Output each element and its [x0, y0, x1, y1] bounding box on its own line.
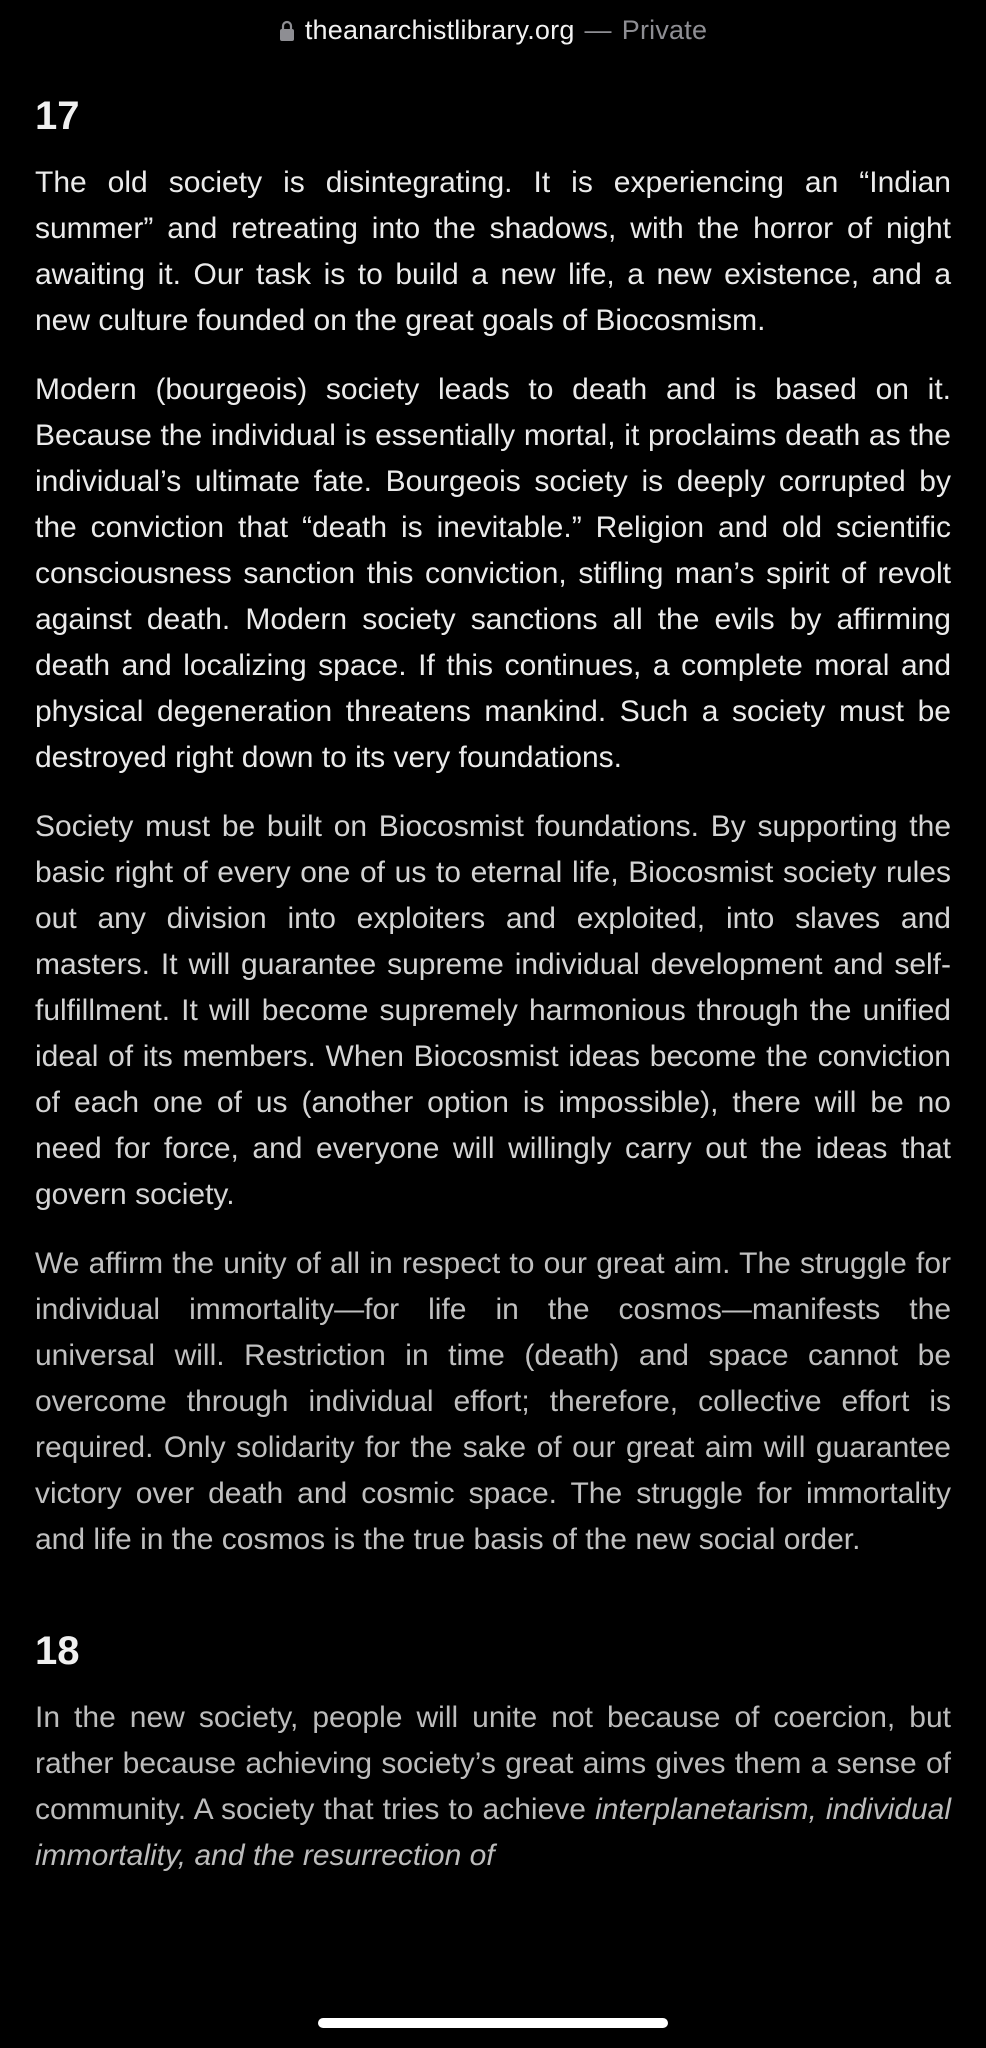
section-heading: 18	[35, 1629, 80, 1673]
paragraph-text-continued: interplanetarism, individual immortality, and the resurrection of	[35, 1793, 952, 1872]
paragraph: Society must be built on Biocosmist foundations. By supporting the basic right of every one of us to eternal life, Biocosmist society rules out any division into exploiters and exploited, into slaves and masters. It will guarantee supreme individual development and self-fulfillment. It will become supremely harmonious through the unified ideal of its members. When Biocosmist ideas become the conviction of each one of us (another option is impossible), there will be no need for force, and everyone will willingly carry out the ideas that govern society.	[35, 810, 951, 1211]
paragraph: We affirm the unity of all in respect to our great aim. The struggle for individual immortality—for life in the cosmos—manifests the universal will. Restriction in time (death) and space cannot be overcome through individual effort; therefore, collective effort is required. Only solidarity for the sake of our great aim will guarantee victory over death and cosmic space. The struggle for immortality and life in the cosmos is the true basis of the new social order.	[35, 1247, 951, 1556]
section-18	[35, 1625, 951, 1879]
private-mode-label: Private	[621, 14, 708, 45]
paragraph: Modern (bourgeois) society leads to death and is based on it. Because the individual is essentially mortal, it proclaims death as the individual’s ultimate fate. Bourgeois society is deeply corrupted by the conviction that “death is inevitable.” Religion and old scientific consciousness sanction this conviction, stifling man’s spirit of revolt against death. Modern society sanctions all the evils by affirming death and localizing space. If this continues, a complete moral and physical degeneration threatens mankind. Such a society must be destroyed right down to its very foundations.	[35, 373, 951, 774]
paragraph	[35, 1695, 951, 1879]
section-heading: 17	[35, 94, 80, 138]
section-17	[35, 90, 951, 1563]
url-domain: theanarchistlibrary.org	[304, 14, 575, 45]
article-content	[35, 80, 951, 1941]
home-indicator[interactable]	[318, 2018, 668, 2028]
address-bar[interactable]	[0, 0, 986, 60]
url-separator: —	[584, 14, 612, 45]
paragraph: The old society is disintegrating. It is experiencing an “Indian summer” and retreating into the shadows, with the horror of night awaiting it. Our task is to build a new life, a new existence, and a new culture founded on the great goals of Biocosmism.	[35, 166, 951, 337]
paragraph-text: In the new society, people will unite not because of coercion, but rather because achieving society’s great aims gives them a sense of community. A society that tries to achieve	[35, 1701, 951, 1826]
lock-icon	[279, 20, 295, 42]
